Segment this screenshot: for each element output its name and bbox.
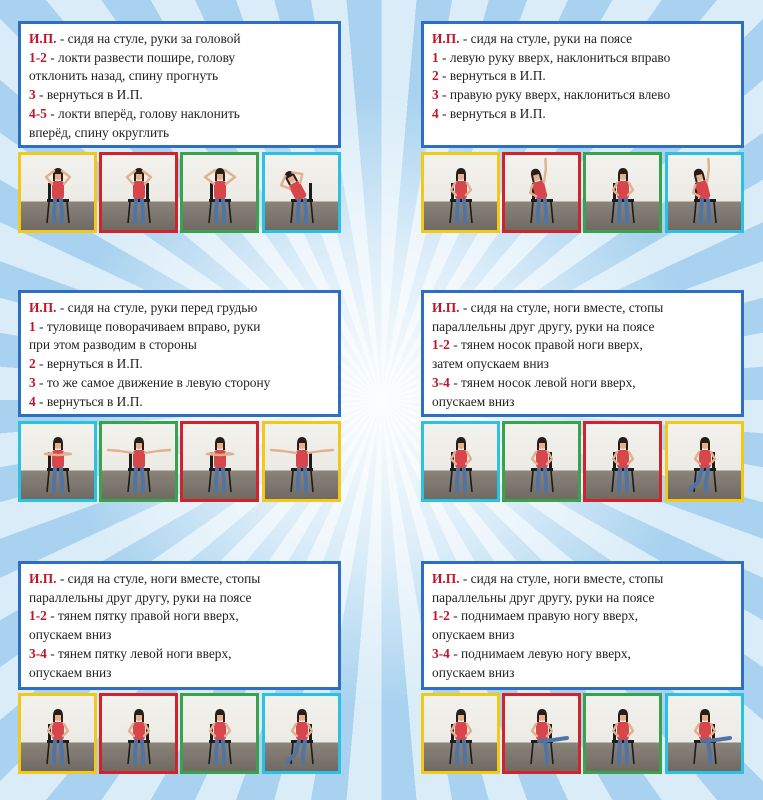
- step-text: опускаем вниз: [29, 664, 112, 680]
- instruction-line: [29, 30, 330, 49]
- step-text: - поднимаем правую ногу вверх,: [449, 608, 639, 624]
- instruction-line: [432, 607, 733, 626]
- step-text: опускаем вниз: [432, 627, 515, 643]
- step-text: - вернуться в И.П.: [438, 105, 546, 121]
- instruction-box: [421, 290, 744, 417]
- step-label: 4: [432, 105, 439, 121]
- step-label: 3: [432, 87, 439, 103]
- person-seated-arms-in-front: [180, 421, 259, 502]
- instruction-box: [421, 561, 744, 690]
- instruction-line: [432, 570, 733, 589]
- instruction-box: [18, 21, 341, 148]
- step-text: - тянем пятку правой ноги вверх,: [46, 608, 239, 624]
- step-text: - сидя на стуле, ноги вместе, стопы: [459, 571, 664, 586]
- instruction-line: [432, 374, 733, 393]
- step-text: - локти развести пошире, голову: [46, 49, 236, 65]
- step-label: И.П.: [432, 571, 460, 586]
- step-text: - сидя на стуле, руки за головой: [56, 31, 241, 46]
- instruction-line: [432, 67, 733, 86]
- step-label: 3: [29, 374, 36, 390]
- step-label: 2: [29, 356, 36, 372]
- step-text: - то же самое движение в левую сторону: [35, 374, 271, 390]
- person-seated-side-bend: [502, 152, 581, 233]
- step-text: затем опускаем вниз: [432, 356, 549, 372]
- instruction-line: [432, 318, 733, 337]
- step-label: 2: [432, 68, 439, 84]
- person-seated-heel-raise-side: [262, 693, 341, 774]
- photo-strip: [421, 421, 744, 502]
- step-text: - тянем пятку левой ноги вверх,: [46, 645, 232, 661]
- step-label: 1: [29, 318, 36, 334]
- person-seated-arms-in-front: [18, 421, 97, 502]
- instruction-line: [29, 49, 330, 68]
- person-seated-hands-on-waist: [583, 152, 662, 233]
- step-label: 1-2: [29, 608, 47, 624]
- instruction-line: [29, 86, 330, 105]
- person-seated-hands-on-waist: [421, 421, 500, 502]
- step-text: опускаем вниз: [29, 627, 112, 643]
- person-seated-hands-on-waist: [583, 693, 662, 774]
- instruction-box: [18, 290, 341, 417]
- instruction-line: [29, 626, 330, 645]
- step-label: 3-4: [432, 645, 450, 661]
- step-text: - вернуться в И.П.: [35, 356, 143, 372]
- instruction-line: [432, 299, 733, 318]
- step-text: - вернуться в И.П.: [35, 87, 143, 103]
- step-text: вперёд, спину округлить: [29, 124, 170, 140]
- person-seated-toe-raise-side: [665, 421, 744, 502]
- photo-strip: [421, 152, 744, 233]
- instruction-line: [432, 664, 733, 683]
- person-seated-side-bend: [665, 152, 744, 233]
- person-seated-hands-behind-head: [18, 152, 97, 233]
- person-seated-side-view: [99, 152, 178, 233]
- step-label: 1-2: [29, 49, 47, 65]
- person-seated-hands-on-waist: [180, 693, 259, 774]
- step-label: 3-4: [432, 374, 450, 390]
- step-text: - локти вперёд, голову наклонить: [46, 105, 240, 121]
- step-text: опускаем вниз: [432, 393, 515, 409]
- instruction-line: [432, 626, 733, 645]
- step-label: 3-4: [29, 645, 47, 661]
- instruction-line: [29, 645, 330, 664]
- step-label: И.П.: [29, 31, 57, 46]
- person-seated-heel-raise: [99, 693, 178, 774]
- instruction-line: [29, 67, 330, 86]
- instruction-line: [432, 645, 733, 664]
- instruction-line: [29, 393, 330, 412]
- step-text: - вернуться в И.П.: [438, 68, 546, 84]
- person-seated-toe-raise: [502, 421, 581, 502]
- instruction-line: [432, 86, 733, 105]
- step-text: - поднимаем левую ногу вверх,: [449, 645, 631, 661]
- step-text: параллельны друг другу, руки на поясе: [432, 589, 655, 605]
- instruction-box: [18, 561, 341, 690]
- person-seated-hands-on-waist: [421, 693, 500, 774]
- instruction-line: [29, 374, 330, 393]
- instruction-line: [432, 30, 733, 49]
- step-text: при этом разводим в стороны: [29, 337, 197, 353]
- photo-strip: [18, 693, 341, 774]
- instruction-line: [29, 589, 330, 608]
- person-seated-bent-forward: [262, 152, 341, 233]
- person-seated-hands-on-waist: [421, 152, 500, 233]
- step-text: отклонить назад, спину прогнуть: [29, 68, 219, 84]
- person-seated-arms-spread: [99, 421, 178, 502]
- photo-strip: [18, 421, 341, 502]
- instruction-line: [29, 336, 330, 355]
- instruction-line: [29, 664, 330, 683]
- instruction-line: [29, 124, 330, 143]
- instruction-line: [29, 105, 330, 124]
- step-label: И.П.: [29, 571, 57, 586]
- step-text: - тянем носок левой ноги вверх,: [449, 374, 636, 390]
- instruction-line: [432, 393, 733, 412]
- step-label: 4-5: [29, 105, 47, 121]
- step-text: - левую руку вверх, наклониться вправо: [438, 49, 671, 65]
- instruction-line: [432, 336, 733, 355]
- person-seated-twist-back-view: [262, 421, 341, 502]
- step-text: опускаем вниз: [432, 664, 515, 680]
- step-label: И.П.: [29, 300, 57, 315]
- step-text: - сидя на стуле, ноги вместе, стопы: [56, 571, 261, 586]
- instruction-line: [432, 355, 733, 374]
- person-seated-leg-raised: [502, 693, 581, 774]
- person-seated-leg-raised-side: [665, 693, 744, 774]
- instruction-line: [432, 589, 733, 608]
- instruction-line: [29, 570, 330, 589]
- instruction-line: [432, 49, 733, 68]
- step-text: - тянем носок правой ноги вверх,: [449, 337, 643, 353]
- step-text: - сидя на стуле, руки на поясе: [459, 31, 633, 46]
- step-text: - сидя на стуле, ноги вместе, стопы: [459, 300, 664, 315]
- step-label: И.П.: [432, 300, 460, 315]
- instruction-line: [432, 105, 733, 124]
- step-label: 3: [29, 87, 36, 103]
- step-label: 1: [432, 49, 439, 65]
- photo-strip: [421, 693, 744, 774]
- step-text: - правую руку вверх, наклониться влево: [438, 87, 671, 103]
- person-seated-elbows-wide: [180, 152, 259, 233]
- person-seated-hands-on-waist: [583, 421, 662, 502]
- step-text: параллельны друг другу, руки на поясе: [29, 589, 252, 605]
- photo-strip: [18, 152, 341, 233]
- instruction-line: [29, 607, 330, 626]
- step-label: 1-2: [432, 337, 450, 353]
- step-label: И.П.: [432, 31, 460, 46]
- step-label: 1-2: [432, 608, 450, 624]
- step-text: параллельны друг другу, руки на поясе: [432, 318, 655, 334]
- instruction-line: [29, 299, 330, 318]
- instruction-line: [29, 318, 330, 337]
- step-label: 4: [29, 393, 36, 409]
- step-text: - вернуться в И.П.: [35, 393, 143, 409]
- step-text: - сидя на стуле, руки перед грудью: [56, 300, 258, 315]
- instruction-box: [421, 21, 744, 148]
- instruction-line: [29, 355, 330, 374]
- step-text: - туловище поворачиваем вправо, руки: [35, 318, 261, 334]
- person-seated-hands-on-waist: [18, 693, 97, 774]
